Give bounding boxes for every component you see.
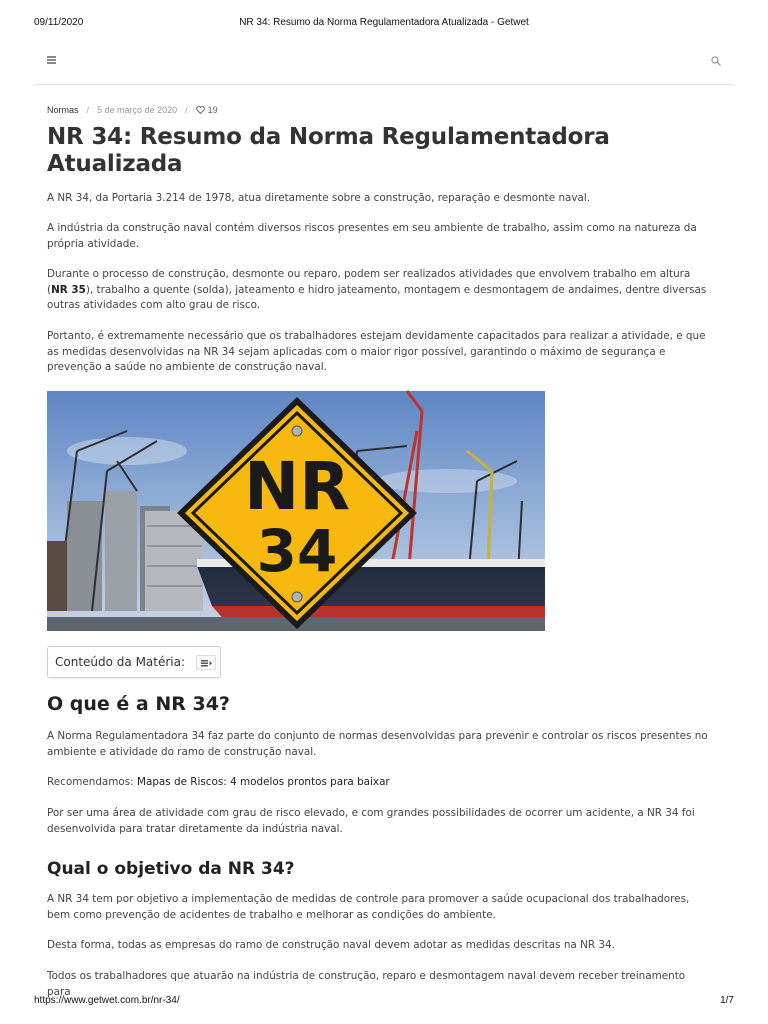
toc-toggle-button[interactable]: [196, 655, 216, 670]
print-document-title: NR 34: Resumo da Norma Regulamentadora Atualizada - Getwet: [239, 17, 529, 28]
page-title: NR 34: Resumo da Norma Regulamentadora Atualizada: [47, 124, 610, 177]
breadcrumb-separator: /: [86, 105, 90, 115]
hamburger-menu-icon[interactable]: [47, 56, 56, 64]
paragraph-workers-training: Todos os trabalhadores que atuarão na indústria de construção, reparo e desmontagem naval devem receber treinamento para: [47, 970, 686, 998]
toc-list-icon: [197, 656, 215, 669]
like-counter[interactable]: [196, 105, 218, 115]
like-count: 19: [207, 105, 218, 115]
intro-paragraph: A NR 34, da Portaria 3.214 de 1978, atua diretamente sobre a construção, reparação e desmonte naval.: [47, 192, 591, 204]
print-footer: [0, 995, 768, 1009]
nr35-link[interactable]: NR 35: [51, 283, 86, 296]
print-header: [0, 17, 768, 31]
paragraph-text: Durante o processo de construção, desmonte ou reparo, podem ser realizados atividades que envolvem trabalho em altura (: [47, 268, 691, 296]
breadcrumb: [47, 104, 218, 116]
paragraph-definition: A Norma Regulamentadora 34 faz parte do conjunto de normas desenvolvidas para prevenir e controlar os riscos presentes no ambiente e atividade do ramo de construção naval.: [47, 730, 708, 758]
paragraph-risks: A indústria da construção naval contém diversos riscos presentes em seu ambiente de trabalho, assim como na natureza da própria atividade.: [47, 222, 697, 250]
paragraph-activities: [47, 267, 712, 314]
table-of-contents: [47, 646, 221, 678]
print-date: 09/11/2020: [34, 17, 84, 28]
paragraph-companies: Desta forma, todas as empresas do ramo de construção naval devem adotar as medidas descritas na NR 34.: [47, 939, 615, 951]
print-page-number: 1/7: [720, 995, 734, 1006]
post-date: 5 de março de 2020: [97, 105, 178, 115]
site-header: [34, 44, 734, 85]
nr34-shipyard-image: [47, 391, 545, 631]
breadcrumb-separator: /: [185, 105, 188, 115]
breadcrumb-category-link[interactable]: Normas: [47, 105, 79, 115]
paragraph-high-risk: Por ser uma área de atividade com grau de risco elevado, e com grandes possibilidades de ocorrer um acidente, a NR 34 foi desenvolvida para tratar diretamente da indústria naval.: [47, 807, 695, 835]
recommended-article-link[interactable]: Mapas de Riscos: 4 modelos prontos para baixar: [136, 776, 390, 788]
heart-icon: [196, 106, 205, 114]
search-icon[interactable]: [711, 56, 721, 66]
paragraph-objective: A NR 34 tem por objetivo a implementação de medidas de controle para promover a saúde ocupacional dos trabalhadores, bem como prevenção de acidentes de trabalho e melhorar as condições do ambiente.: [47, 893, 690, 921]
section-heading-what-is: O que é a NR 34?: [47, 693, 230, 715]
shipyard-illustration: [47, 391, 545, 631]
recommendation-prefix: Recomendamos:: [47, 776, 137, 788]
section-heading-objective: Qual o objetivo da NR 34?: [47, 859, 295, 879]
paragraph-recommendation: [47, 775, 712, 791]
sign-text-nr: NR: [243, 448, 351, 525]
sign-text-number: 34: [256, 517, 338, 585]
print-url: https://www.getwet.com.br/nr-34/: [34, 995, 180, 1006]
paragraph-training: Portanto, é extremamente necessário que os trabalhadores estejam devidamente capacitados para realizar a atividade, e que as medidas desenvolvidas na NR 34 sejam aplicadas com o maior rigor possível, garantindo o máximo de segurança e prevenção a saúde no ambiente de construção naval.: [47, 330, 706, 373]
toc-label: Conteúdo da Matéria:: [55, 655, 186, 669]
paragraph-text: ), trabalho a quente (solda), jateamento e hidro jateamento, montagem e desmontagem de andaimes, dentre diversas outras atividades com alto grau de risco.: [47, 283, 707, 311]
